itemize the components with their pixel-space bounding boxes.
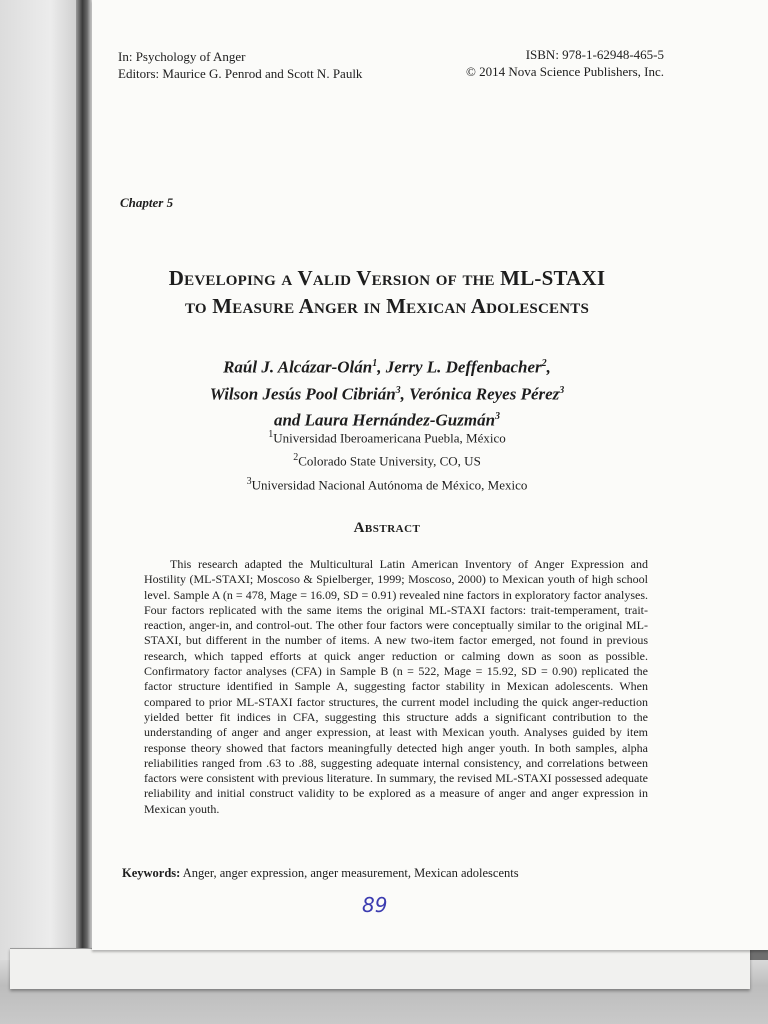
chapter-title-line1: Developing a Valid Version of the ML-STAXI — [168, 266, 606, 290]
author-name: and Laura Hernández-Guzmán — [273, 410, 496, 430]
book-info — [118, 48, 362, 82]
handwritten-page-number: 89 — [362, 893, 388, 917]
chapter-title — [92, 264, 682, 320]
chapter-label: Chapter 5 — [120, 195, 174, 210]
affiliation: $^1$Universidad Iberoamericana Puebla, México — [268, 429, 506, 446]
author-affiliation-mark: 3 — [395, 384, 401, 396]
author-affiliation-mark: 3 — [559, 384, 565, 396]
author-affiliation-mark: 1 — [372, 358, 378, 369]
underlying-page-edge — [10, 948, 750, 989]
abstract-heading: Abstract — [353, 520, 421, 536]
author-line: Wilson Jesús Pool Cibrián$^3$, Verónica Reyes Pérez$^3$ — [209, 384, 565, 404]
chapter-title-line2: to Measure Anger in Mexican Adolescents — [184, 294, 589, 318]
copyright-line: © 2014 Nova Science Publishers, Inc. — [466, 64, 664, 79]
author-affiliation-mark: 3 — [495, 411, 501, 423]
author-name: Raúl J. Alcázar-Olán — [223, 357, 373, 377]
author-list — [92, 352, 682, 432]
author-name: Wilson Jesús Pool Cibrián — [209, 384, 396, 404]
author-line: Raúl J. Alcázar-Olán$^1$, Jerry L. Deffenbacher$^2$, — [223, 357, 551, 377]
author-name: Jerry L. Deffenbacher — [385, 357, 542, 377]
editors-line: Editors: Maurice G. Penrod and Scott N. Paulk — [118, 66, 363, 81]
book-title-line: In: Psychology of Anger — [118, 49, 246, 64]
author-name: Verónica Reyes Pérez — [409, 384, 560, 404]
keywords-label: Keywords: — [122, 866, 181, 880]
keywords — [122, 866, 519, 881]
abstract-text: This research adapted the Multicultural Latin American Inventory of Anger Expression and Hostility (ML-STAXI; Moscoso & Spielberger, 1999; Moscoso, 2000) to Mexican youth of high school level. Sample A (n = 478, Mage = 16.09, SD = 0.91) revealed nine factors in exploratory factor analyses. Four factors replicated with the same items the original ML-STAXI factors: trait-temperament, trait-reaction, anger-in, and control-out. The other four factors were conceptually similar to the original ML-STAXI, but different in the number of items. A new two-item factor emerged, not found in previous research, which tapped efforts at quick anger reduction or calming down as soon as possible. Confirmatory factor analyses (CFA) in Sample B (n = 522, Mage = 15.92, SD = 0.90) replicated the factor structure identified in Sample A, suggesting factor stability in Mexican adolescents. When compared to prior ML-STAXI factor structures, the current model including the quick anger-reduction yielded better fit indices in CFA, suggesting this structure adds a significant contribution to the understanding of anger and anger expression, at least with Mexican youth. Analyses guided by item response theory showed that factors meaningfully detected high anger youth. In both samples, alpha reliabilities ranged from .63 to .88, suggesting adequate internal consistency, and correlations between factors were consistent with previous literature. In summary, the revised ML-STAXI possessed adequate reliability and initial construct validity to be explored as a measure of anger and anger expression in Mexican youth. — [144, 557, 648, 816]
isbn-line: ISBN: 978-1-62948-465-5 — [525, 47, 664, 62]
publication-info — [466, 46, 664, 80]
book-gutter — [76, 0, 92, 960]
scanner-background-left — [0, 0, 84, 960]
keywords-text: Anger, anger expression, anger measurement, Mexican adolescents — [182, 866, 519, 880]
affiliation: $^2$Colorado State University, CO, US — [293, 452, 481, 469]
affiliation: $^3$Universidad Nacional Autónoma de México, Mexico — [246, 475, 528, 492]
affiliation-list — [92, 425, 682, 495]
author-affiliation-mark: 2 — [541, 358, 547, 369]
document-page — [92, 0, 768, 950]
